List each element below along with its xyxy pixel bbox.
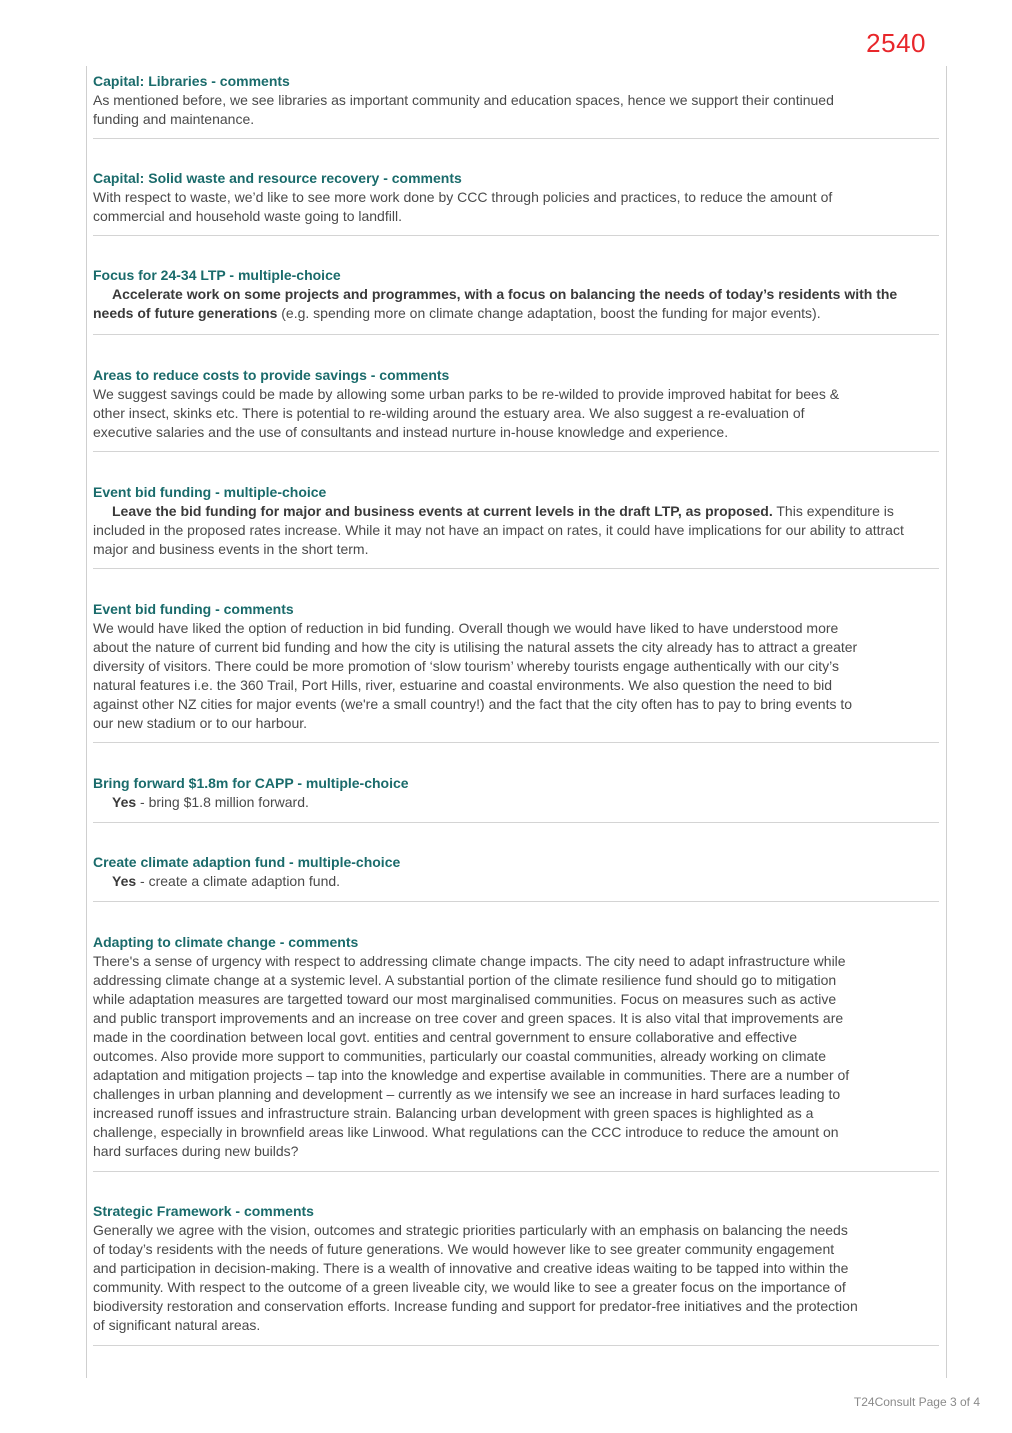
section-divider <box>93 1345 939 1346</box>
section-body: We suggest savings could be made by allowing some urban parks to be re-wilded to provide improved habitat for bees & other insect, skinks etc. There is potential to re-wilding around the estuary area. We also suggest a re-evaluation of executive salaries and the use of consultants and instead nurture in-house knowledge and experience. <box>93 386 840 440</box>
section-title: Areas to reduce costs to provide savings - comments <box>93 367 450 383</box>
choice-label: Yes <box>112 873 137 889</box>
section-event-bid-choice <box>93 483 939 559</box>
section-climate-fund <box>93 853 939 891</box>
choice-description: This expenditure is included in the proposed rates increase. While it may not have an impact on rates, it could have implications for our ability to attract major and business events in the short term. <box>93 503 904 557</box>
choice-description: (e.g. spending more on climate change adaptation, boost the funding for major events). <box>277 305 821 321</box>
section-title: Bring forward $1.8m for CAPP - multiple-choice <box>93 775 409 791</box>
section-divider <box>93 822 939 823</box>
section-divider <box>93 901 939 902</box>
section-body: Generally we agree with the vision, outcomes and strategic priorities particularly with an emphasis on balancing the needs of today’s residents with the needs of future generations. We would however like to see greater community engagement and participation in decision-making. There is a wealth of innovative and creative ideas waiting to be tapped into within the community. With respect to the outcome of a green liveable city, we would like to see a greater focus on the importance of biodiversity restoration and conservation efforts. Increase funding and support for predator-free initiatives and the protection of significant natural areas. <box>93 1222 858 1333</box>
section-divider <box>93 1171 939 1172</box>
section-divider <box>93 138 939 139</box>
section-title: Capital: Libraries - comments <box>93 73 290 89</box>
selected-choice <box>93 502 939 559</box>
section-divider <box>93 742 939 743</box>
choice-description: - create a climate adaption fund. <box>136 873 341 889</box>
section-body: We would have liked the option of reduction in bid funding. Overall though we would have liked to have understood more about the nature of current bid funding and how the city is utilising the natural assets the city already has to attract a greater diversity of visitors. There could be more promotion of ‘slow tourism’ whereby tourists engage authentically with our city’s natural features i.e. the 360 Trail, Port Hills, river, estuarine and coastal environments. We also question the need to bid against other NZ cities for major events (we're a small country!) and the fact that the city often has to pay to bring events to our new stadium or to our harbour. <box>93 620 858 731</box>
section-strategic-framework <box>93 1202 939 1335</box>
section-divider <box>93 451 939 452</box>
choice-description: - bring $1.8 million forward. <box>136 794 309 810</box>
selected-choice <box>93 793 939 812</box>
choice-label: Yes <box>112 794 137 810</box>
section-title: Strategic Framework - comments <box>93 1203 314 1219</box>
section-divider <box>93 235 939 236</box>
section-body: With respect to waste, we’d like to see more work done by CCC through policies and practices, to reduce the amount of commercial and household waste going to landfill. <box>93 189 833 224</box>
section-body: There's a sense of urgency with respect to addressing climate change impacts. The city need to adapt infrastructure while addressing climate change at a systemic level. A substantial portion of the climate resilience fund should go to mitigation while adaptation measures are targetted toward our most marginalised communities. Focus on measures such as active and public transport improvements and an increase on tree cover and green spaces. It is also vital that improvements are made in the coordination between local govt. entities and central government to ensure collaborative and effective outcomes. Also provide more support to communities, particularly our coastal communities, already working on climate adaptation and mitigation projects – tap into the knowledge and expertise available in communities. There are a number of challenges in urban planning and development – currently as we intensify we see an increase in hard surfaces leading to increased runoff issues and infrastructure strain. Balancing urban development with green spaces is highlighted as a challenge, especially in brownfield areas like Linwood. What regulations can the CCC introduce to reduce the amount on hard surfaces during new builds? <box>93 953 850 1159</box>
choice-label: Accelerate work on some projects and programmes, with a focus on balancing the needs of today’s residents with the needs of future generations <box>93 286 898 321</box>
section-reduce-costs <box>93 366 939 442</box>
section-event-bid-comments <box>93 600 939 733</box>
section-divider <box>93 334 939 335</box>
section-capital-solid-waste <box>93 169 939 226</box>
section-capp <box>93 774 939 812</box>
page-stamp-number: 2540 <box>866 28 926 58</box>
section-divider <box>93 568 939 569</box>
section-body: As mentioned before, we see libraries as important community and education spaces, hence we support their continued funding and maintenance. <box>93 92 834 127</box>
section-adapting-climate <box>93 933 939 1161</box>
section-title: Adapting to climate change - comments <box>93 934 359 950</box>
section-title: Event bid funding - comments <box>93 601 294 617</box>
page-footer: T24Consult Page 3 of 4 <box>853 1395 980 1409</box>
section-title: Focus for 24-34 LTP - multiple-choice <box>93 267 341 283</box>
section-title: Event bid funding - multiple-choice <box>93 484 327 500</box>
section-title: Capital: Solid waste and resource recovery - comments <box>93 170 462 186</box>
selected-choice <box>93 872 939 891</box>
section-capital-libraries <box>93 72 939 129</box>
choice-label: Leave the bid funding for major and business events at current levels in the draft LTP, as proposed. <box>112 503 773 519</box>
section-title: Create climate adaption fund - multiple-choice <box>93 854 401 870</box>
section-focus-ltp <box>93 266 939 323</box>
selected-choice <box>93 285 939 323</box>
